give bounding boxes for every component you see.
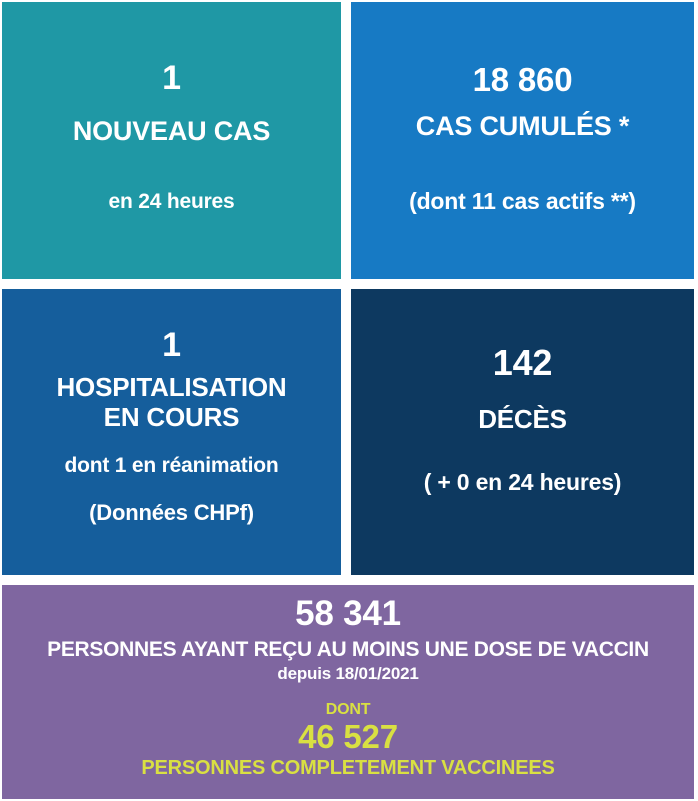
active-cases-note: (dont 11 cas actifs **): [409, 187, 636, 214]
hospitalization-label: [2, 372, 341, 433]
deaths-value: 142: [492, 342, 553, 383]
deaths-delta-note: ( + 0 en 24 heures): [423, 469, 622, 496]
hospitalization-value: 1: [162, 326, 181, 364]
reanimation-note: dont 1 en réanimation: [64, 454, 279, 478]
vaccination-card: [2, 585, 694, 799]
first-dose-label: PERSONNES AYANT REÇU AU MOINS UNE DOSE DE VACCIN: [47, 638, 649, 662]
dont-label: DONT: [325, 700, 371, 718]
hospitalization-label-line2: EN COURS: [103, 402, 240, 433]
cumulative-cases-label: CAS CUMULÉS *: [415, 110, 630, 141]
hospitalization-card: [2, 289, 341, 575]
cumulative-cases-card: [351, 2, 694, 279]
deaths-label: DÉCÈS: [478, 404, 567, 435]
hospitalization-label-line1: HOSPITALISATION: [56, 371, 287, 402]
data-source-note: (Données CHPf): [89, 500, 254, 526]
cumulative-cases-value: 18 860: [472, 61, 573, 98]
first-dose-value: 58 341: [295, 594, 401, 633]
deaths-card: [351, 289, 694, 575]
new-cases-card: [2, 2, 341, 279]
new-cases-value: 1: [162, 59, 181, 97]
fully-vaccinated-value: 46 527: [298, 718, 398, 756]
new-cases-period: en 24 heures: [108, 190, 235, 214]
vaccination-start-date: depuis 18/01/2021: [277, 664, 419, 684]
fully-vaccinated-label: PERSONNES COMPLETEMENT VACCINEES: [141, 757, 555, 780]
new-cases-label: NOUVEAU CAS: [72, 115, 271, 146]
